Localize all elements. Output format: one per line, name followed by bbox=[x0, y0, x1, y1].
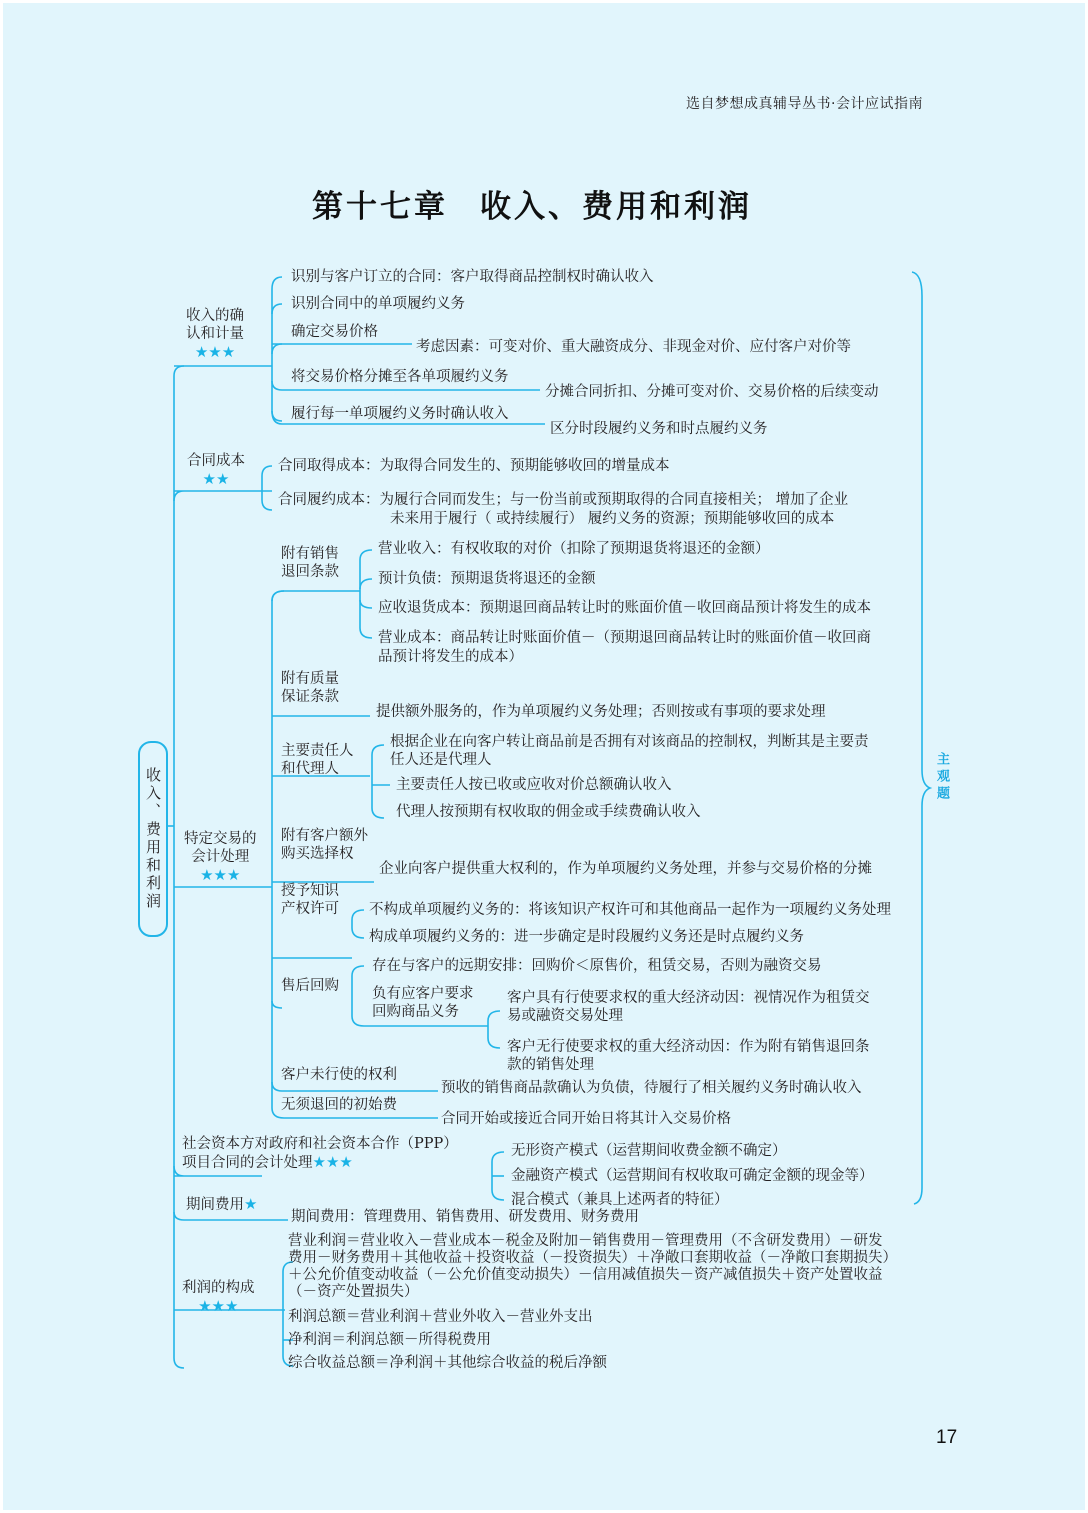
root-label: 收入、费用和利润 bbox=[144, 767, 162, 911]
purchase-option-note: 企业向客户提供重大权利的，作为单项履约义务处理，并参与交易价格的分摊 bbox=[379, 861, 872, 877]
return-item-revenue: 营业收入：有权收取的对价（扣除了预期退货将退还的金额） bbox=[378, 541, 770, 557]
repurchase-label: 售后回购 bbox=[281, 978, 339, 994]
root-node bbox=[138, 741, 168, 937]
revenue-step-5: 履行每一单项履约义务时确认收入 bbox=[291, 406, 509, 422]
repurchase-put-item-2: 客户无行使要求权的重大经济动因：作为附有销售退回条 bbox=[507, 1039, 870, 1055]
ip-item-1: 不构成单项履约义务的：将该知识产权许可和其他商品一起作为一项履约义务处理 bbox=[369, 902, 891, 918]
page-title bbox=[312, 181, 752, 226]
contract-fulfil-cost: 合同履约成本：为履行合同而发生；与一份当前或预期取得的合同直接相关； 增加了企业 bbox=[278, 492, 849, 508]
branch-period-expense-label: 期间费用★ bbox=[186, 1195, 258, 1213]
contract-fulfil-cost-cont: 未来用于履行（ 或持续履行） 履约义务的资源；预期能够收回的成本 bbox=[390, 511, 835, 527]
page-number: 17 bbox=[936, 1427, 958, 1448]
return-item-cost: 营业成本：商品转让时账面价值－（预期退回商品转让时的账面价值－收回商 bbox=[378, 630, 871, 646]
revenue-step-1: 识别与客户订立的合同：客户取得商品控制权时确认收入 bbox=[291, 269, 654, 285]
branch-profit-label: 利润的构成 ★★★ bbox=[182, 1280, 255, 1315]
repurchase-put-item-1-cont: 易或融资交易处理 bbox=[507, 1008, 623, 1024]
branch-contract-cost-label: 合同成本 ★★ bbox=[187, 453, 245, 488]
repurchase-put-label: 负有应客户要求 回购商品义务 bbox=[372, 986, 474, 1020]
importance-stars: ★★★ bbox=[200, 866, 241, 884]
branch-specific-label: 特定交易的 会计处理 ★★★ bbox=[184, 831, 257, 884]
revenue-allocate-note: 分摊合同折扣、分摊可变对价、交易价格的后续变动 bbox=[545, 384, 879, 400]
principal-item-3: 代理人按预期有权收取的佣金或手续费确认收入 bbox=[396, 804, 701, 820]
return-clause-label: 附有销售 退回条款 bbox=[281, 546, 339, 580]
importance-stars: ★ bbox=[244, 1195, 258, 1213]
revenue-step-2: 识别合同中的单项履约义务 bbox=[291, 296, 465, 312]
repurchase-forward: 存在与客户的远期安排：回购价＜原售价，租赁交易，否则为融资交易 bbox=[372, 958, 822, 974]
purchase-option-label: 附有客户额外 购买选择权 bbox=[281, 828, 368, 862]
return-item-cost-cont: 品预计将发生的成本） bbox=[378, 649, 523, 665]
principal-item-1-cont: 任人还是代理人 bbox=[390, 752, 492, 768]
warranty-label: 附有质量 保证条款 bbox=[281, 671, 339, 705]
subjective-question-label: 主观题 bbox=[934, 752, 949, 803]
ip-item-2: 构成单项履约义务的：进一步确定是时段履约义务还是时点履约义务 bbox=[369, 929, 804, 945]
net-profit-formula: 净利润＝利润总额－所得税费用 bbox=[288, 1332, 491, 1348]
unexercised-rights-note: 预收的销售商品款确认为负债，待履行了相关履约义务时确认收入 bbox=[441, 1080, 862, 1096]
initial-fee-note: 合同开始或接近合同开始日将其计入交易价格 bbox=[441, 1111, 731, 1127]
return-item-liability: 预计负债：预期退货将退还的金额 bbox=[378, 571, 596, 587]
unexercised-rights-label: 客户未行使的权利 bbox=[281, 1067, 397, 1083]
chapter-name: 收入、费用和利润 bbox=[480, 189, 752, 225]
revenue-step-3: 确定交易价格 bbox=[291, 324, 378, 340]
revenue-perform-note: 区分时段履约义务和时点履约义务 bbox=[550, 421, 768, 437]
importance-stars: ★★ bbox=[202, 470, 230, 488]
importance-stars: ★★★ bbox=[194, 343, 236, 361]
return-item-receivable-cost: 应收退货成本：预期退回商品转让时的账面价值－收回商品预计将发生的成本 bbox=[378, 600, 871, 616]
branch-ppp-label: 社会资本方对政府和社会资本合作（PPP） 项目合同的会计处理★★★ bbox=[182, 1136, 458, 1171]
repurchase-put-item-2-cont: 款的销售处理 bbox=[507, 1057, 594, 1073]
warranty-note: 提供额外服务的，作为单项履约义务处理；否则按或有事项的要求处理 bbox=[376, 704, 826, 720]
ppp-item-financial: 金融资产模式（运营期间有权收取可确定金额的现金等） bbox=[511, 1168, 874, 1184]
chapter-number: 第十七章 bbox=[312, 189, 448, 225]
revenue-step-4: 将交易价格分摊至各单项履约义务 bbox=[291, 369, 509, 385]
ppp-item-intangible: 无形资产模式（运营期间收费金额不确定） bbox=[511, 1143, 787, 1159]
total-profit-formula: 利润总额＝营业利润＋营业外收入－营业外支出 bbox=[288, 1309, 593, 1325]
principal-item-1: 根据企业在向客户转让商品前是否拥有对该商品的控制权，判断其是主要责 bbox=[390, 734, 869, 750]
importance-stars: ★★★ bbox=[198, 1297, 239, 1315]
period-expense-note: 期间费用：管理费用、销售费用、研发费用、财务费用 bbox=[291, 1209, 639, 1225]
repurchase-put-item-1: 客户具有行使要求权的重大经济动因：视情况作为租赁交 bbox=[507, 990, 870, 1006]
ppp-item-hybrid: 混合模式（兼具上述两者的特征） bbox=[511, 1192, 729, 1208]
ip-license-label: 授予知识 产权许可 bbox=[281, 883, 339, 917]
series-header: 选自梦想成真辅导丛书·会计应试指南 bbox=[686, 96, 923, 112]
comprehensive-income-formula: 综合收益总额＝净利润＋其他综合收益的税后净额 bbox=[288, 1355, 607, 1371]
branch-revenue-label: 收入的确 认和计量 ★★★ bbox=[186, 308, 244, 361]
importance-stars: ★★★ bbox=[312, 1153, 353, 1171]
initial-fee-label: 无须退回的初始费 bbox=[281, 1097, 397, 1113]
principal-agent-label: 主要责任人 和代理人 bbox=[281, 743, 354, 777]
operating-profit-formula: 营业利润＝营业收入－营业成本－税金及附加－销售费用－管理费用（不含研发费用）－研发 费用－财务费用＋其他收益＋投资收益（－投资损失）＋净敞口套期收益（－净敞口套期损失） ＋公允价值变动收益（－公允价值变动损失）－信用减值损失－资产减值损失＋资产处置收益 （－资产处置损失） bbox=[288, 1233, 897, 1300]
revenue-price-note: 考虑因素：可变对价、重大融资成分、非现金对价、应付客户对价等 bbox=[416, 339, 851, 355]
principal-item-2: 主要责任人按已收或应收对价总额确认收入 bbox=[396, 777, 672, 793]
contract-acquire-cost: 合同取得成本：为取得合同发生的、预期能够收回的增量成本 bbox=[278, 458, 670, 474]
